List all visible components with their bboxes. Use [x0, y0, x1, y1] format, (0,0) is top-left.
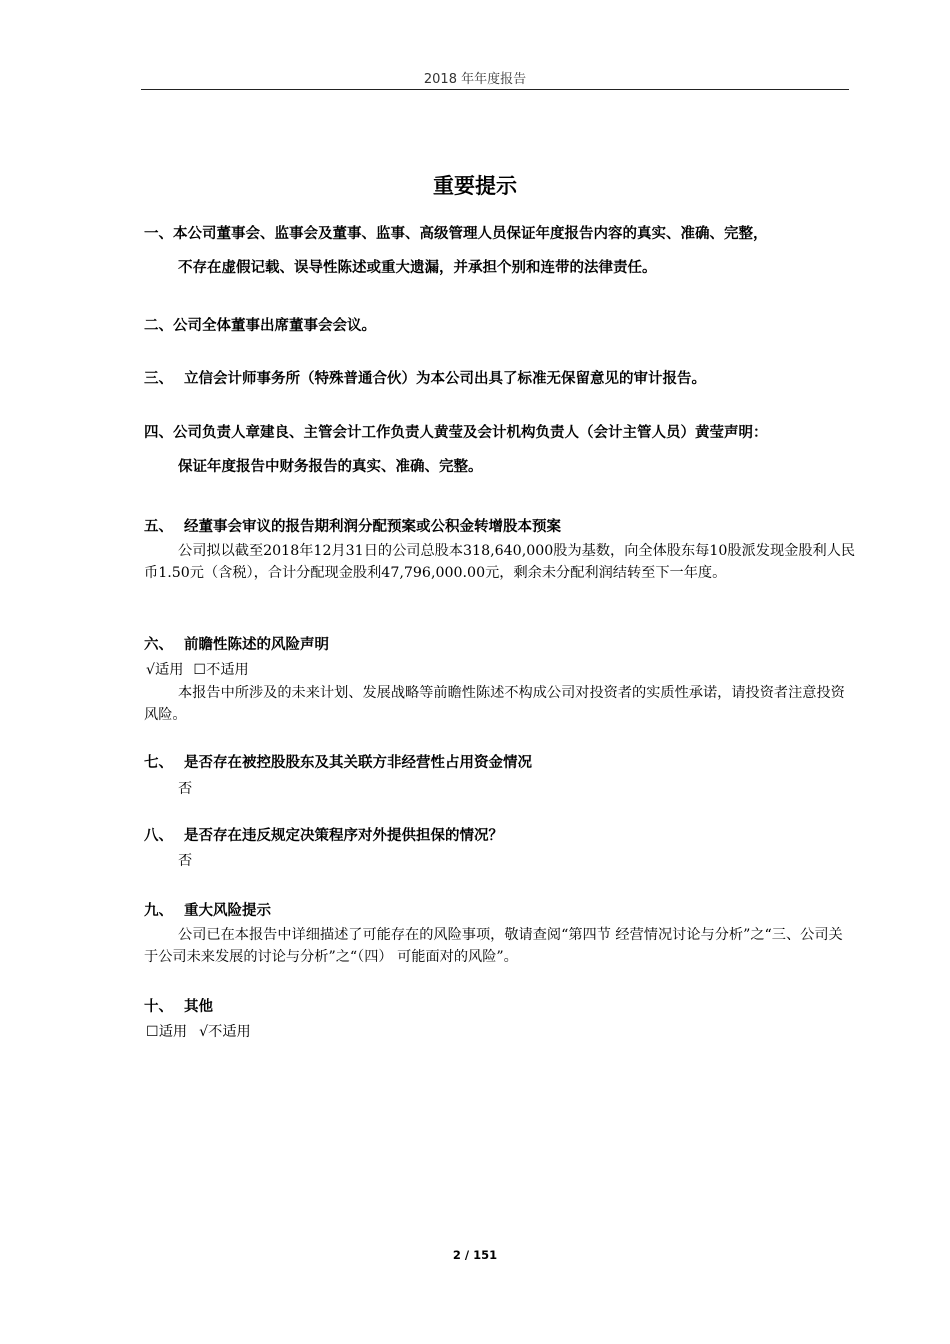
item-4-text-1: 公司负责人章建良、主管会计工作负责人黄莹及会计机构负责人（会计主管人员）黄莹声明： [173, 425, 768, 441]
section-9-body [144, 924, 856, 968]
section-5-body [144, 540, 856, 584]
section-6-not-applicable-option: ☐不适用 [193, 662, 249, 678]
item-4-line-1 [144, 421, 768, 442]
item-3-number: 三、 [144, 371, 173, 387]
section-7-heading [144, 751, 532, 772]
section-7-answer: 否 [178, 781, 193, 797]
section-10-not-applicable-option: √不适用 [199, 1024, 251, 1040]
section-8-answer: 否 [178, 853, 193, 869]
item-2-text: 公司全体董事出席董事会会议。 [173, 318, 376, 334]
section-6-number: 六、 [144, 637, 173, 653]
section-10-number: 十、 [144, 999, 173, 1015]
section-7-number: 七、 [144, 755, 173, 771]
section-10-title: 其他 [184, 999, 213, 1015]
page-number: 2 / 151 [452, 1248, 498, 1262]
section-5-heading [144, 515, 561, 536]
section-10-heading [144, 995, 213, 1016]
section-8-heading [144, 824, 503, 845]
section-5-title: 经董事会审议的报告期利润分配预案或公积金转增股本预案 [184, 519, 561, 535]
header-divider [141, 89, 849, 90]
section-6-options [146, 659, 249, 679]
item-4-text-2: 保证年度报告中财务报告的真实、准确、完整。 [178, 459, 483, 475]
section-6-body-text: 本报告中所涉及的未来计划、发展战略等前瞻性陈述不构成公司对投资者的实质性承诺，请投资者注意投资风险。 [144, 685, 845, 723]
section-6-title: 前瞻性陈述的风险声明 [184, 637, 329, 653]
item-1-text-1: 本公司董事会、监事会及董事、监事、高级管理人员保证年度报告内容的真实、准确、完整， [173, 226, 768, 242]
section-9-title: 重大风险提示 [184, 903, 271, 919]
section-9-body-text: 公司已在本报告中详细描述了可能存在的风险事项，敬请查阅“第四节 经营情况讨论与分析”之“三、公司关于公司未来发展的讨论与分析”之“（四） 可能面对的风险”。 [144, 927, 843, 965]
section-10-options [146, 1021, 251, 1041]
section-10-applicable-option: ☐适用 [146, 1024, 188, 1040]
section-8-number: 八、 [144, 828, 173, 844]
section-8-title: 是否存在违反规定决策程序对外提供担保的情况？ [184, 828, 503, 844]
section-5-body-text: 公司拟以截至2018年12月31日的公司总股本318,640,000股为基数，向全体股东每10股派发现金股利人民币1.50元（含税），合计分配现金股利47,796,000.00元，剩余未分配利润结转至下一年度。 [144, 543, 856, 581]
section-7-title: 是否存在被控股股东及其关联方非经营性占用资金情况 [184, 755, 532, 771]
running-header-title: 2018 年年度报告 [423, 72, 527, 87]
section-9-heading [144, 899, 271, 920]
item-4-number: 四、 [144, 425, 173, 441]
section-5-number: 五、 [144, 519, 173, 535]
section-9-number: 九、 [144, 903, 173, 919]
item-1-line-1 [144, 222, 768, 243]
item-2 [144, 314, 376, 335]
item-3 [144, 367, 706, 388]
section-6-heading [144, 633, 329, 654]
section-6-applicable-option: √适用 [146, 662, 184, 678]
item-2-number: 二、 [144, 318, 173, 334]
page-title: 重要提示 [433, 174, 517, 198]
item-1-text-2: 不存在虚假记载、误导性陈述或重大遗漏，并承担个别和连带的法律责任。 [178, 260, 657, 276]
item-3-text: 立信会计师事务所（特殊普通合伙）为本公司出具了标准无保留意见的审计报告。 [184, 371, 706, 387]
item-1-number: 一、 [144, 226, 173, 242]
section-6-body [144, 682, 856, 726]
